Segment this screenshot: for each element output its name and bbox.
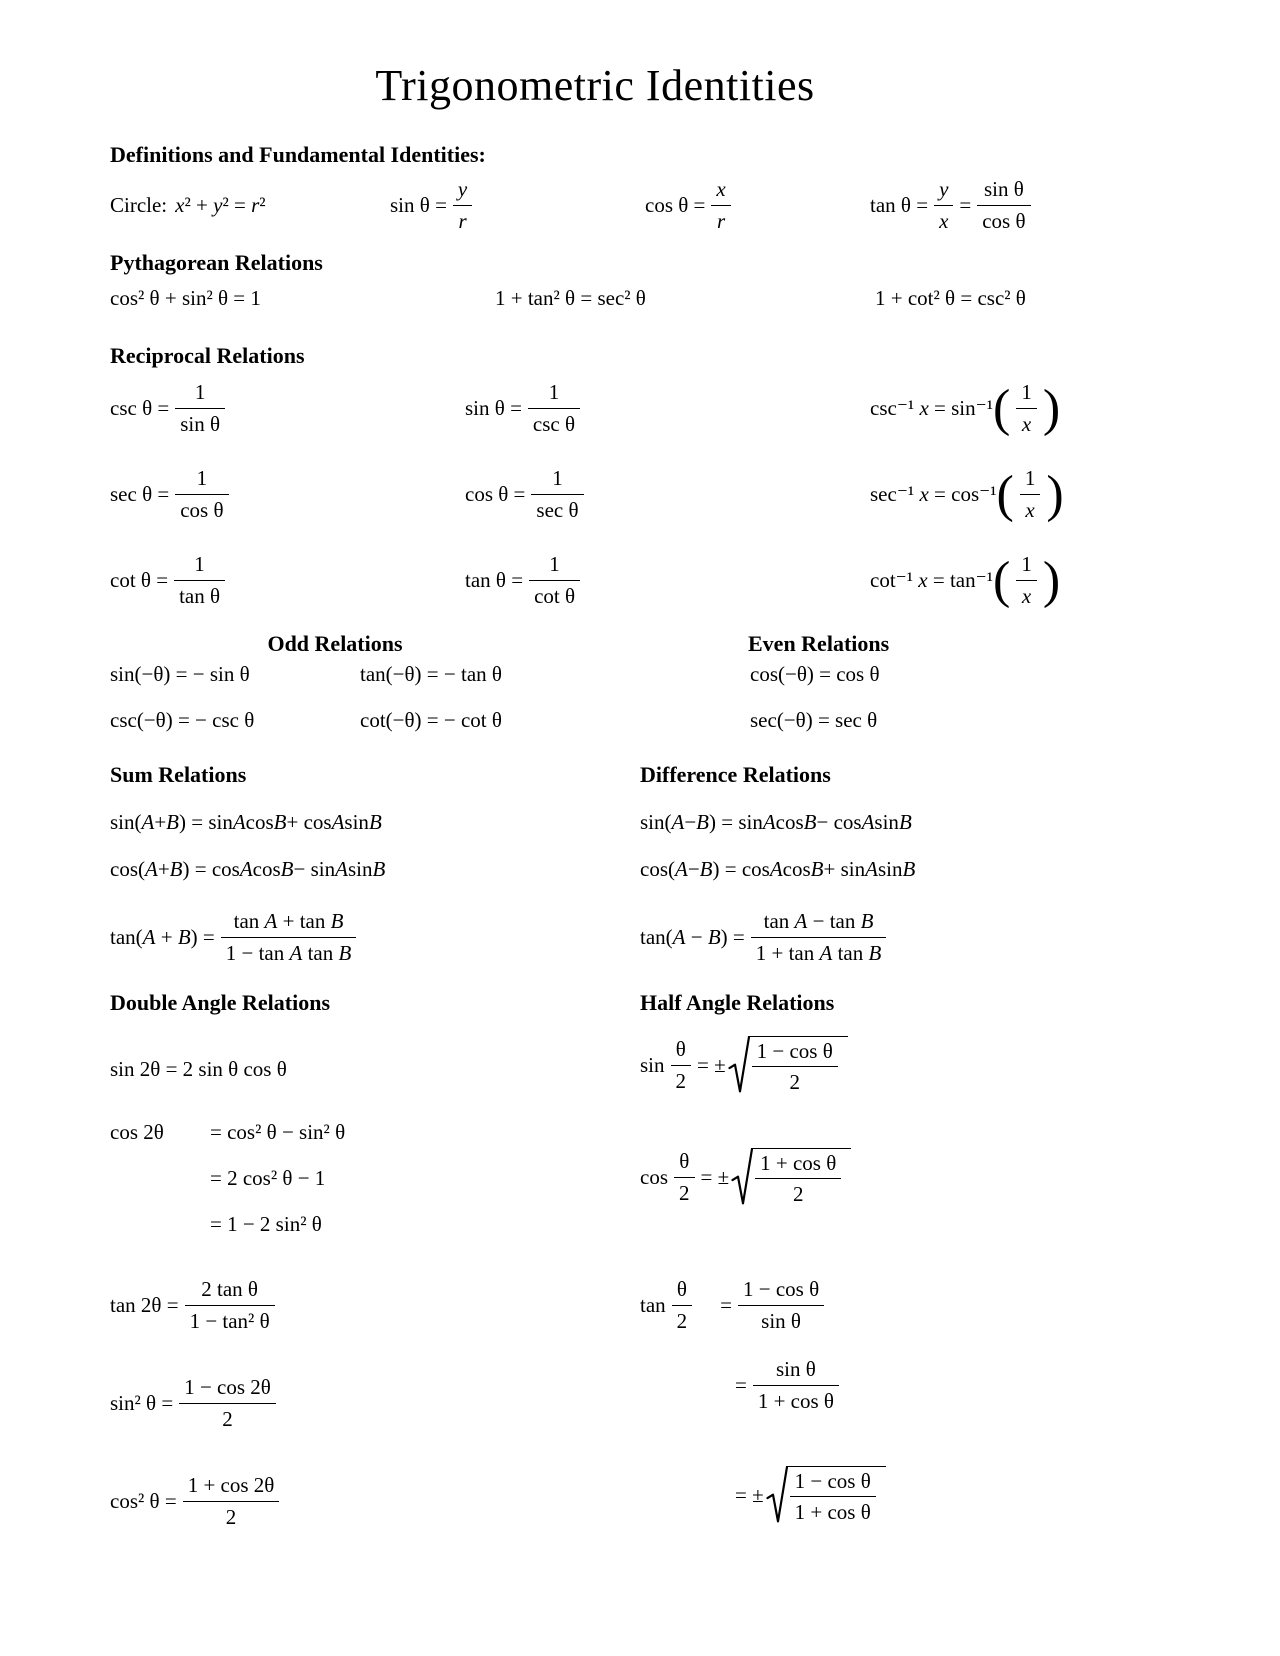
fraction	[934, 177, 953, 232]
fraction	[752, 1039, 838, 1094]
formula-cot-odd: cot(−θ) = − cot θ	[360, 708, 502, 732]
circle-equation: x² + y² = r²	[175, 192, 266, 217]
denominator: x	[1021, 411, 1032, 436]
formula-text: = cos² θ − sin² θ	[210, 1120, 346, 1144]
denominator: 1 − tan A tan B	[225, 940, 352, 965]
definitions-row	[110, 172, 1037, 238]
fraction	[738, 1277, 824, 1332]
numerator: 1	[548, 380, 560, 405]
denominator: cos θ	[982, 208, 1026, 233]
odd-even-row-2	[110, 708, 877, 733]
formula-text: sin	[640, 1052, 665, 1077]
formula-cos-half	[640, 1140, 851, 1214]
section-heading-odd-relations: Odd Relations	[267, 631, 403, 656]
numerator: 1	[1021, 380, 1032, 405]
radicand	[748, 1036, 848, 1094]
denominator: cos θ	[180, 497, 224, 522]
denominator: cot θ	[534, 583, 576, 608]
fraction	[528, 380, 580, 435]
fraction	[453, 177, 472, 232]
fraction	[671, 1037, 692, 1092]
denominator: 2	[676, 1308, 688, 1333]
radical-sign	[731, 1148, 753, 1206]
formula-tan-reciprocal	[465, 552, 870, 607]
fraction-bar	[174, 580, 225, 581]
fraction-bar	[977, 205, 1030, 206]
formula-cos-double	[110, 1120, 345, 1237]
square-root	[766, 1466, 886, 1524]
fraction-bar	[671, 1065, 692, 1066]
formula-text: cot θ =	[110, 567, 169, 592]
fraction	[183, 1473, 280, 1528]
formula-text: sin θ =	[390, 192, 447, 217]
formula-csc-odd: csc(−θ) = − csc θ	[110, 708, 255, 732]
fraction-bar	[753, 1385, 839, 1386]
formula-sec-reciprocal	[110, 466, 465, 521]
denominator: 1 + tan A tan B	[755, 940, 882, 965]
denominator: 2	[679, 1180, 690, 1205]
equals-sign: =	[735, 1372, 747, 1397]
section-heading-even-relations: Even Relations	[748, 631, 890, 656]
denominator: 2	[792, 1182, 804, 1206]
formula-cos-difference: cos( A − B ) = cos A cos B + sin A sin B	[640, 857, 916, 881]
formula-sin-squared	[110, 1370, 282, 1436]
denominator: sec θ	[536, 497, 579, 522]
fraction-bar	[1016, 408, 1037, 409]
numerator: θ	[675, 1037, 686, 1062]
fraction	[977, 177, 1030, 232]
equals-plus-minus: = ±	[697, 1052, 726, 1077]
fraction	[179, 1375, 276, 1430]
formula-text: sec θ =	[110, 481, 170, 506]
numerator: 2 tan θ	[201, 1277, 258, 1302]
formula-text: cos 2θ	[110, 1120, 164, 1144]
radicand	[786, 1466, 886, 1524]
fraction	[672, 1277, 693, 1332]
formula-sin-half	[640, 1028, 848, 1102]
denominator: 2	[222, 1406, 233, 1431]
formula-text: sec⁻¹ x = cos⁻¹	[870, 481, 997, 506]
formula-text: cos θ =	[645, 192, 706, 217]
sum-difference-cos-row	[110, 857, 915, 882]
numerator: sin θ	[983, 177, 1024, 202]
numerator: 1	[196, 466, 208, 491]
radical-sign	[766, 1466, 788, 1524]
fraction-bar	[934, 205, 953, 206]
formula-cos-even: cos(−θ) = cos θ	[750, 662, 880, 686]
square-root	[731, 1148, 851, 1206]
formula-text: sin² θ =	[110, 1390, 174, 1415]
formula-text: sin 2θ = 2 sin θ cos θ	[110, 1057, 287, 1081]
denominator: r	[716, 208, 726, 233]
denominator: x	[1021, 583, 1032, 608]
formula-cos-sum: cos( A + B ) = cos A cos B − sin A sin B	[110, 857, 386, 881]
pythagorean-row	[110, 286, 1026, 311]
denominator: 2	[675, 1068, 687, 1093]
numerator: θ	[679, 1149, 690, 1174]
formula-sec-even: sec(−θ) = sec θ	[750, 708, 878, 732]
fraction-bar	[531, 494, 583, 495]
denominator: 1 + cos θ	[794, 1500, 871, 1524]
fraction-bar	[175, 494, 228, 495]
sum-difference-tan-row	[110, 904, 892, 970]
radicand	[751, 1148, 851, 1206]
fraction	[790, 1469, 876, 1524]
section-heading-difference: Difference Relations	[640, 762, 831, 787]
fraction	[711, 177, 730, 232]
numerator: y	[939, 177, 949, 202]
formula-cos-squared	[110, 1468, 285, 1534]
fraction-bar	[1020, 494, 1041, 495]
fraction-bar	[672, 1305, 693, 1306]
fraction	[529, 552, 580, 607]
formula-text: tan(A + B) =	[110, 924, 215, 949]
page-title: Trigonometric Identities	[375, 61, 815, 110]
radical-sign	[728, 1036, 750, 1094]
numerator: 1	[552, 466, 563, 491]
equals-plus-minus: = ±	[735, 1482, 764, 1507]
fraction-bar	[529, 580, 580, 581]
fraction	[185, 1277, 275, 1332]
denominator: x	[1025, 497, 1035, 522]
sum-difference-sin-row	[110, 810, 912, 835]
formula-tan-difference	[640, 909, 892, 964]
formula-text: tan 2θ =	[110, 1292, 179, 1317]
formula-cot-reciprocal	[110, 552, 465, 607]
denominator: r	[458, 208, 467, 233]
denominator: 1 + cos θ	[757, 1388, 834, 1413]
fraction-bar	[175, 408, 225, 409]
formula-pythagorean-2: 1 + tan² θ = sec² θ	[495, 286, 646, 310]
formula-cos-reciprocal	[465, 466, 870, 521]
formula-cot-inverse: cot⁻¹ x = tan⁻¹ ( $\frac{1}{x}$ )	[870, 552, 1061, 609]
fraction-bar	[751, 937, 887, 938]
circle-label: Circle:	[110, 192, 168, 217]
fraction-bar	[183, 1501, 280, 1502]
formula-tan-half-line-2	[735, 1352, 845, 1418]
sum-difference-headings	[110, 762, 831, 788]
formula-cos-definition	[645, 177, 870, 232]
formula-sin-difference: sin( A − B ) = sin A cos B − cos A sin B	[640, 810, 912, 834]
numerator: tan A + tan B	[233, 909, 344, 934]
numerator: 1 − cos θ	[743, 1277, 820, 1302]
formula-tan-half-line-3	[735, 1455, 886, 1535]
formula-sin-double	[110, 1057, 287, 1082]
section-heading-half-angle: Half Angle Relations	[640, 990, 835, 1015]
formula-text: tan θ =	[870, 192, 929, 217]
fraction-bar	[185, 1305, 275, 1306]
numerator: 1 − cos θ	[794, 1468, 871, 1493]
formula-text: = 2 cos² θ − 1	[210, 1166, 326, 1190]
denominator: sin θ	[761, 1308, 801, 1333]
fraction-bar	[528, 408, 580, 409]
formula-tan-half-line-1	[640, 1272, 830, 1338]
formula-text: csc θ =	[110, 395, 170, 420]
fraction	[674, 1149, 695, 1204]
formula-sin-odd: sin(−θ) = − sin θ	[110, 662, 250, 686]
denominator: 2	[789, 1070, 800, 1094]
section-heading-pythagorean: Pythagorean Relations	[110, 250, 323, 275]
fraction-bar	[752, 1066, 838, 1067]
denominator: x	[939, 208, 949, 233]
numerator: 1 + cos 2θ	[187, 1473, 275, 1498]
fraction-bar	[179, 1403, 276, 1404]
fraction	[751, 909, 887, 964]
numerator: 1	[1024, 466, 1036, 491]
section-heading-double-angle: Double Angle Relations	[110, 990, 331, 1015]
numerator: 1 − cos θ	[756, 1038, 833, 1063]
section-heading-sum: Sum Relations	[110, 762, 247, 787]
fraction	[221, 909, 357, 964]
fraction	[1016, 380, 1037, 435]
fraction	[174, 552, 225, 607]
numerator: sin θ	[776, 1357, 816, 1382]
formula-text: tan(A − B) =	[640, 924, 745, 949]
numerator: 1	[1021, 552, 1032, 577]
fraction-bar	[790, 1496, 876, 1497]
denominator: 1 − tan² θ	[189, 1308, 270, 1333]
formula-tan-definition	[870, 177, 1037, 232]
formula-text: tan θ =	[465, 567, 524, 592]
numerator: 1 + cos θ	[760, 1150, 837, 1175]
fraction-bar	[453, 205, 472, 206]
fraction	[175, 380, 225, 435]
fraction-bar	[711, 205, 730, 206]
cos-double-line-1	[110, 1120, 345, 1145]
square-root	[728, 1036, 848, 1094]
formula-csc-reciprocal	[110, 380, 465, 435]
reciprocal-row-2	[110, 460, 1064, 528]
equals-plus-minus: = ±	[700, 1164, 730, 1189]
formula-text: cot⁻¹ x = tan⁻¹	[870, 567, 994, 592]
numerator: 1	[194, 380, 206, 405]
fraction-bar	[674, 1177, 695, 1178]
formula-text: tan	[640, 1292, 666, 1317]
cos-double-line-3	[110, 1212, 345, 1237]
formula-text: = 1 − 2 sin² θ	[210, 1212, 322, 1236]
numerator: tan A − tan B	[763, 909, 874, 934]
numerator: x	[716, 177, 726, 202]
formula-text: csc⁻¹ x = sin⁻¹	[870, 395, 994, 420]
equals-sign: =	[720, 1292, 732, 1317]
double-half-headings	[110, 990, 834, 1016]
formula-text: cos	[640, 1164, 668, 1189]
numerator: 1	[194, 552, 205, 577]
formula-text: cos² θ =	[110, 1488, 177, 1513]
formula-sin-reciprocal	[465, 380, 870, 435]
fraction	[175, 466, 228, 521]
denominator: sin θ	[180, 411, 221, 436]
numerator: θ	[676, 1277, 687, 1302]
reciprocal-row-1	[110, 374, 1060, 442]
fraction	[1016, 552, 1037, 607]
numerator: 1 − cos 2θ	[184, 1375, 271, 1400]
reciprocal-row-3	[110, 546, 1060, 614]
cos-double-line-2	[110, 1166, 345, 1191]
formula-csc-inverse: csc⁻¹ x = sin⁻¹ ( $\frac{1}{x}$ )	[870, 380, 1061, 437]
fraction-bar	[1016, 580, 1037, 581]
section-heading-definitions: Definitions and Fundamental Identities:	[110, 142, 486, 167]
formula-pythagorean-1: cos² θ + sin² θ = 1	[110, 286, 261, 310]
fraction	[753, 1357, 839, 1412]
fraction-bar	[755, 1178, 841, 1179]
formula-sec-inverse: sec⁻¹ x = cos⁻¹ ( $\frac{1}{x}$ )	[870, 466, 1064, 523]
section-heading-reciprocal: Reciprocal Relations	[110, 343, 305, 368]
fraction	[755, 1151, 841, 1206]
formula-sin-sum: sin( A + B ) = sin A cos B + cos A sin B	[110, 810, 382, 834]
odd-even-row-1	[110, 662, 880, 687]
fraction-bar	[738, 1305, 824, 1306]
formula-circle	[110, 193, 390, 218]
denominator: tan θ	[179, 583, 221, 608]
formula-text: cos θ =	[465, 481, 526, 506]
formula-tan-odd: tan(−θ) = − tan θ	[360, 662, 502, 686]
formula-text: sin θ =	[465, 395, 522, 420]
fraction-bar	[221, 937, 357, 938]
numerator: y	[457, 177, 468, 202]
equals-sign: =	[959, 192, 972, 217]
numerator: 1	[549, 552, 560, 577]
fraction	[531, 466, 583, 521]
formula-sin-definition	[390, 177, 645, 232]
formula-tan-double	[110, 1272, 281, 1338]
fraction	[1020, 466, 1041, 521]
denominator: 2	[225, 1504, 237, 1529]
denominator: csc θ	[532, 411, 576, 436]
formula-pythagorean-3: 1 + cot² θ = csc² θ	[875, 286, 1026, 310]
formula-tan-sum	[110, 909, 640, 964]
